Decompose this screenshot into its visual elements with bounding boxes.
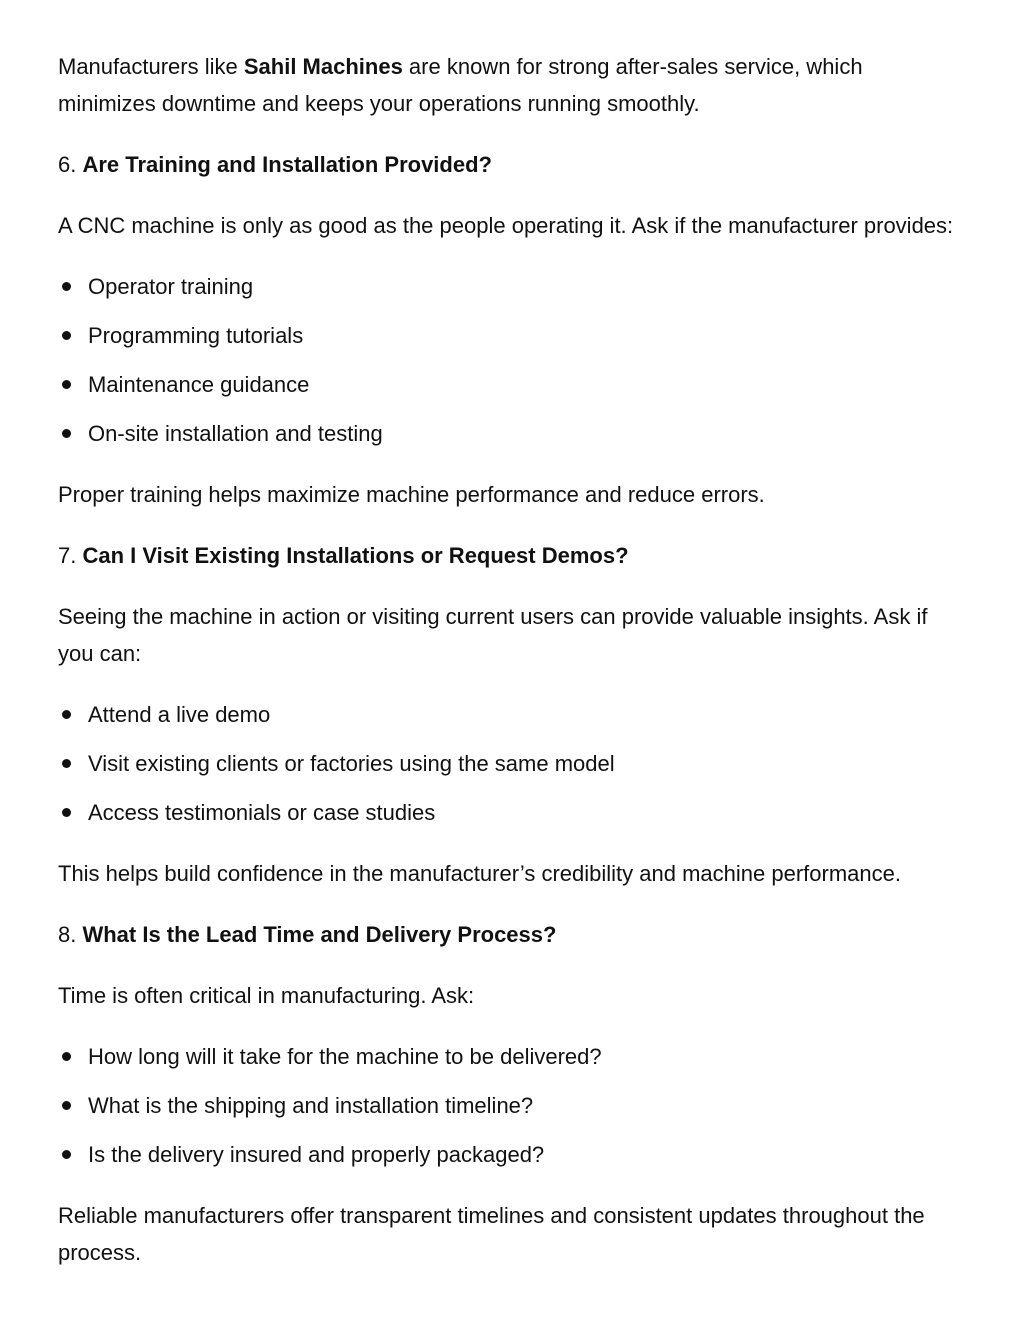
bullet-icon [62,808,71,817]
list-item-text: On-site installation and testing [88,421,383,446]
list-item [58,317,958,354]
section-closing: Proper training helps maximize machine performance and reduce errors. [58,482,765,507]
list-item [58,1136,958,1173]
list-item [58,745,958,782]
section-lead: Seeing the machine in action or visiting current users can provide valuable insights. Ask if you can: [58,604,928,666]
list-item [58,1038,958,1075]
list-item [58,366,958,403]
list-item-text: Operator training [88,274,254,299]
bullet-list [58,1038,958,1173]
bullet-icon [62,1101,71,1110]
list-item-text: Programming tutorials [88,323,304,348]
list-item-text: Maintenance guidance [88,372,310,397]
article-content [58,48,958,1271]
bullet-icon [62,331,71,340]
list-item-text: Attend a live demo [88,702,271,727]
bullet-icon [62,710,71,719]
bullet-list [58,696,958,831]
list-item-text: Visit existing clients or factories using the same model [88,751,615,776]
section-title: Are Training and Installation Provided? [82,152,492,177]
manufacturer-name: Sahil Machines [243,54,403,79]
list-item-text: How long will it take for the machine to be delivered? [88,1044,602,1069]
list-item [58,268,958,305]
section-heading-6 [58,146,958,183]
bullet-icon [62,380,71,389]
bullet-icon [62,1150,71,1159]
intro-prefix: Manufacturers like [58,54,244,79]
section-lead: Time is often critical in manufacturing. Ask: [58,983,475,1008]
bullet-icon [62,1052,71,1061]
section-number: 8. [58,922,83,947]
bullet-icon [62,282,71,291]
bullet-icon [62,759,71,768]
list-item-text: What is the shipping and installation timeline? [88,1093,534,1118]
section-title: What Is the Lead Time and Delivery Process? [82,922,557,947]
list-item-text: Is the delivery insured and properly packaged? [88,1142,545,1167]
list-item [58,696,958,733]
list-item [58,1087,958,1124]
list-item-text: Access testimonials or case studies [88,800,436,825]
bullet-icon [62,429,71,438]
section-heading-8 [58,916,958,953]
section-heading-7 [58,537,958,574]
list-item [58,794,958,831]
section-closing: This helps build confidence in the manufacturer’s credibility and machine performance. [58,861,901,886]
section-lead: A CNC machine is only as good as the people operating it. Ask if the manufacturer provides: [58,213,954,238]
bullet-list [58,268,958,452]
intro-suffix: are known for strong after-sales service, which minimizes downtime and keeps your operations running smoothly. [58,54,863,116]
section-number: 6. [58,152,83,177]
section-closing: Reliable manufacturers offer transparent timelines and consistent updates throughout the process. [58,1203,925,1265]
intro-paragraph [58,48,958,122]
list-item [58,415,958,452]
section-title: Can I Visit Existing Installations or Request Demos? [82,543,629,568]
section-number: 7. [58,543,83,568]
